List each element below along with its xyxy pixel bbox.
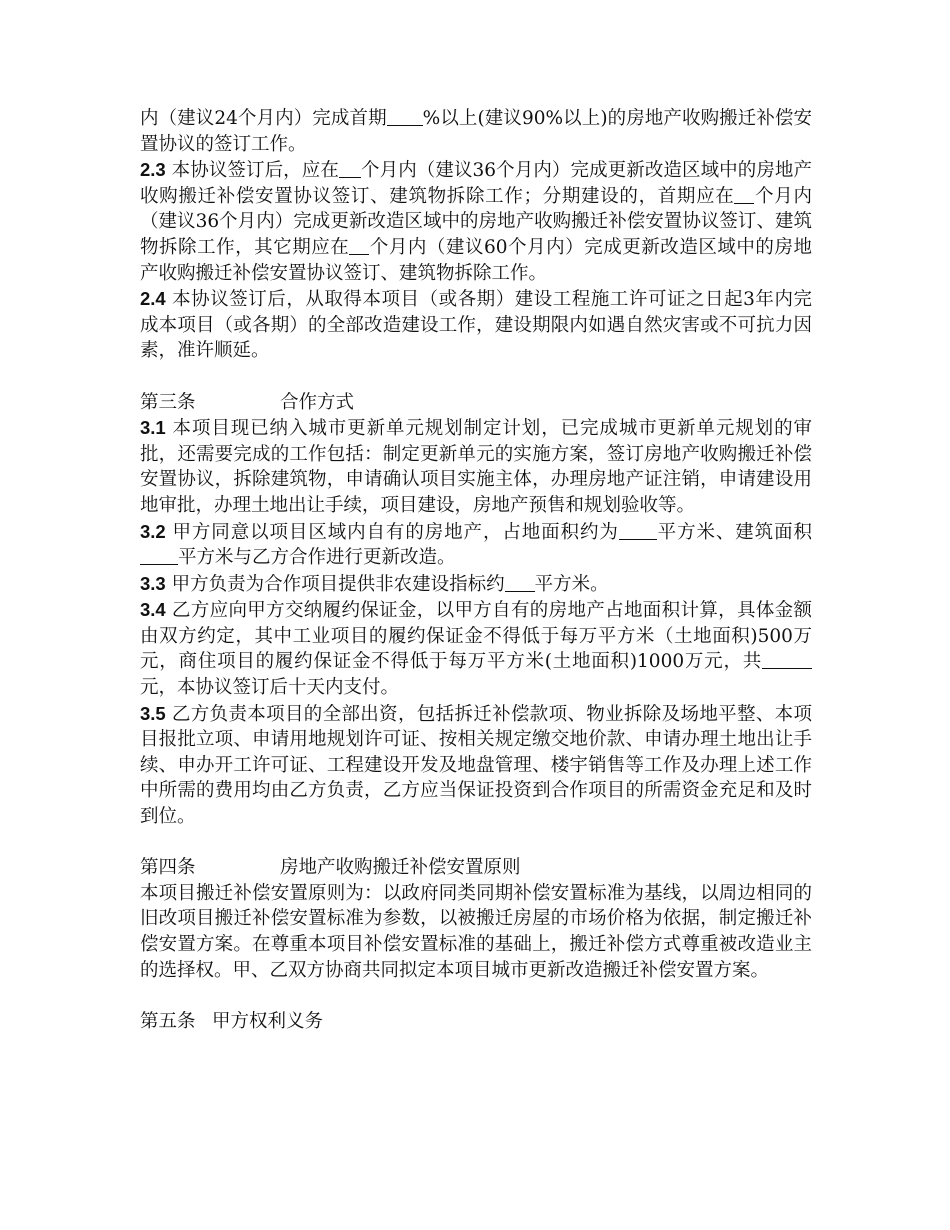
clause-text: 个月内（建议36个月内）完成更新改造区域中的房地产收购搬迁补偿安置协议签订、建筑物拆除工作；分期建设的，首期应在 bbox=[140, 160, 812, 207]
article-text: 本项目搬迁补偿安置原则为：以政府同类同期补偿安置标准为基线，以周边相同的旧改项目搬迁补偿安置标准为参数，以被搬迁房屋的市场价格为依据，制定搬迁补偿安置方案。在尊重本项目补偿安置标准的基础上，搬迁补偿方式尊重被改造业主的选择权。甲、乙双方协商共同拟定本项目城市更新改造搬迁补偿安置方案。 bbox=[140, 882, 812, 981]
paragraph-intro bbox=[140, 106, 812, 157]
clause-3-4 bbox=[140, 597, 812, 700]
article-4-heading bbox=[140, 855, 812, 881]
blank-field-amount bbox=[762, 649, 812, 669]
clause-text: 元，本协议签订后十天内支付。 bbox=[140, 677, 400, 699]
intro-text-2: %以上(建议90%以上)的房地产收购搬迁补偿安置协议的签订工作。 bbox=[140, 108, 812, 155]
spacer bbox=[140, 983, 812, 1009]
clause-text: 平方米。 bbox=[534, 573, 609, 595]
article-title: 房地产收购搬迁补偿安置原则 bbox=[280, 857, 521, 879]
blank-field-quota-area bbox=[505, 572, 535, 592]
clause-number: 3.3 bbox=[140, 572, 166, 594]
clause-text: 平方米与乙方合作进行更新改造。 bbox=[178, 547, 456, 569]
clause-text: 甲方负责为合作项目提供非农建设指标约 bbox=[165, 573, 505, 595]
clause-2-3 bbox=[140, 157, 812, 286]
clause-number: 2.3 bbox=[140, 159, 166, 181]
clause-text: 甲方同意以项目区域内自有的房地产，占地面积约为 bbox=[165, 521, 619, 543]
blank-field-land-area bbox=[619, 520, 657, 540]
clause-3-1 bbox=[140, 415, 812, 518]
article-5-heading bbox=[140, 1009, 812, 1035]
clause-text: 个月内（建议36个月内）完成更新改造区域中的房地产收购搬迁补偿安置协议签订、建筑物拆除工作，其它期应在 bbox=[140, 185, 812, 258]
clause-text: 本协议签订后，应在 bbox=[165, 160, 339, 182]
clause-text: 个月内（建议60个月内）完成更新改造区域中的房地产收购搬迁补偿安置协议签订、建筑物拆除工作。 bbox=[140, 236, 812, 284]
clause-text: 乙方负责本项目的全部出资，包括拆迁补偿款项、物业拆除及场地平整、本项目报批立项、申请用地规划许可证、按相关规定缴交地价款、申请办理土地出让手续、申办开工许可证、工程建设开发及地盘管理、楼宇销售等工作及办理上述工作中所需的费用均由乙方负责，乙方应当保证投资到合作项目的所需资金充足和及时到位。 bbox=[140, 703, 812, 828]
spacer bbox=[140, 830, 812, 856]
clause-text: 平方米、建筑面积 bbox=[656, 521, 812, 543]
article-title: 合作方式 bbox=[280, 391, 355, 413]
spacer bbox=[140, 364, 812, 390]
clause-number: 3.2 bbox=[140, 520, 166, 542]
clause-text: 本协议签订后，从取得本项目（或各期）建设工程施工许可证之日起3年内完成本项目（或各期）的全部改造建设工作，建设期限内如遇自然灾害或不可抗力因素，准许顺延。 bbox=[140, 289, 812, 362]
blank-field-percent bbox=[387, 106, 423, 126]
blank-field-months bbox=[339, 158, 361, 178]
blank-field-building-area bbox=[140, 545, 178, 565]
article-number: 第四条 bbox=[140, 857, 196, 879]
blank-field-months bbox=[349, 235, 369, 255]
clause-number: 3.1 bbox=[140, 417, 166, 439]
clause-3-3 bbox=[140, 571, 812, 598]
clause-3-5 bbox=[140, 701, 812, 830]
article-number: 第三条 bbox=[140, 391, 196, 413]
blank-field-months bbox=[734, 184, 754, 204]
clause-text: 本项目现已纳入城市更新单元规划制定计划，已完成城市更新单元规划的审批，还需要完成的工作包括：制定更新单元的实施方案，签订房地产收购搬迁补偿安置协议，拆除建筑物，申请确认项目实施主体，办理房地产证注销，申请建设用地审批，办理土地出让手续，项目建设，房地产预售和规划验收等。 bbox=[140, 418, 812, 516]
document-page bbox=[140, 106, 812, 1034]
article-number: 第五条 bbox=[140, 1010, 196, 1032]
clause-3-2 bbox=[140, 519, 812, 571]
intro-text: 内（建议24个月内）完成首期 bbox=[140, 108, 387, 129]
clause-2-4 bbox=[140, 286, 812, 364]
clause-text: 乙方应向甲方交纳履约保证金，以甲方自有的房地产占地面积计算，具体金额由双方约定，其中工业项目的履约保证金不得低于每万平方米（土地面积)500万元，商住项目的履约保证金不得低于每万平方米(土地面积)1000万元，共 bbox=[140, 600, 812, 673]
article-title: 甲方权利义务 bbox=[212, 1010, 324, 1032]
clause-number: 3.5 bbox=[140, 702, 166, 724]
article-3-heading bbox=[140, 390, 812, 416]
clause-number: 3.4 bbox=[140, 599, 166, 621]
article-4-body bbox=[140, 881, 812, 983]
clause-number: 2.4 bbox=[140, 288, 166, 310]
